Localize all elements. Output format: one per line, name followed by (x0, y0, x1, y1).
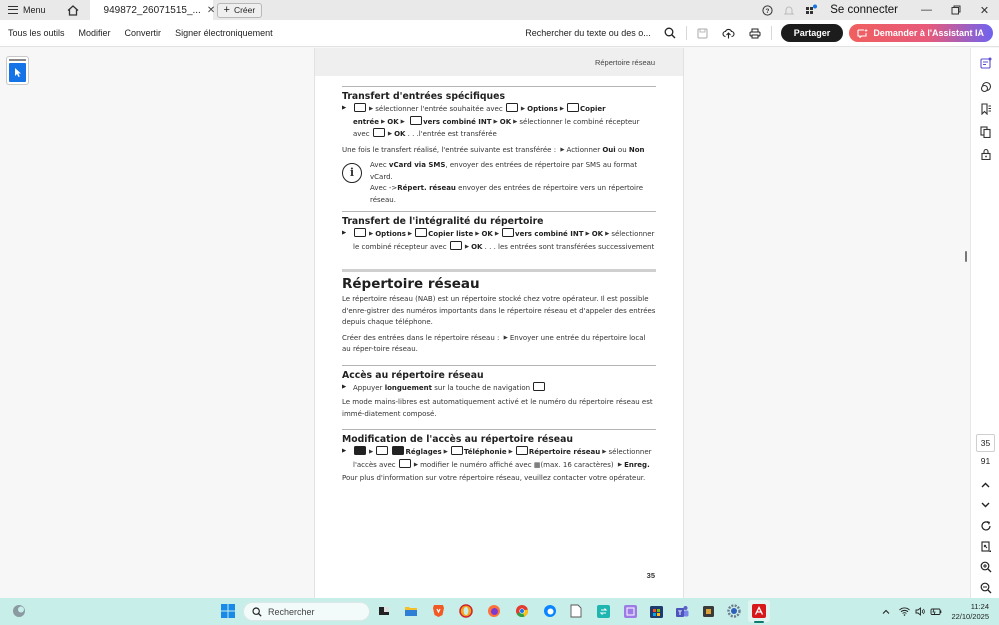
minimize-button[interactable] (912, 0, 941, 20)
acrobat-button[interactable] (748, 600, 770, 622)
widgets-button[interactable] (8, 600, 30, 622)
cloud-upload-icon (722, 28, 735, 39)
clock-date: 22/10/2025 (951, 611, 989, 621)
help-button[interactable] (756, 0, 778, 20)
info-icon: i (342, 163, 362, 183)
document-tab[interactable] (90, 0, 216, 20)
thunderbird-button[interactable] (539, 600, 561, 622)
save-button[interactable] (690, 20, 716, 47)
section-title: Accès au répertoire réseau (342, 369, 484, 381)
instruction-step: ▶ ▶ Options ▶ Copier liste ▶ OK ▶ vers combiné INT ▶ OK ▶ sélectionner le combiné récepteur avec ▶ OK . . . les entrées sont transférées successivement (342, 228, 656, 253)
instruction-step: ▶ ▶ sélectionner l'entrée souhaitée avec ▶ Options ▶ Copier entrée ▶ OK ▶ vers combiné INT ▶ OK ▶ sélectionner le combiné récepteur avec ▶ OK . . .l'entrée est transférée (342, 103, 656, 141)
tab-title: 949872_26071515_... (103, 4, 201, 16)
notepad-button[interactable] (565, 600, 587, 622)
microsoft-store-button[interactable] (645, 600, 667, 622)
section-title: Transfert d'entrées spécifiques (342, 91, 505, 102)
sync-app-icon (597, 605, 610, 618)
search-button[interactable] (657, 20, 683, 47)
windows-logo-icon (221, 604, 235, 618)
ai-summary-button[interactable] (977, 54, 994, 71)
print-button[interactable] (742, 20, 768, 47)
chapter-rule (342, 269, 656, 272)
comment-icon (980, 81, 992, 93)
hamburger-icon (8, 6, 18, 14)
chrome-icon (515, 604, 529, 618)
network-status[interactable] (899, 607, 942, 616)
create-label: Créer (233, 5, 256, 15)
section-rule (342, 86, 656, 87)
zoom-out-icon (980, 582, 992, 594)
media-app-icon (702, 605, 715, 618)
pages-button[interactable] (977, 123, 994, 140)
firefox-button[interactable] (483, 600, 505, 622)
chapter-title: Répertoire réseau (342, 276, 480, 292)
lock-icon (980, 148, 992, 160)
search-icon (252, 607, 262, 617)
weather-widget-icon (12, 604, 26, 618)
file-explorer-button[interactable] (400, 600, 422, 622)
clock[interactable] (951, 602, 989, 622)
menu-button[interactable] (0, 0, 54, 20)
divider (686, 26, 687, 40)
page-running-header: Répertoire réseau (315, 48, 683, 76)
ai-assistant-button[interactable] (849, 24, 993, 42)
restore-button[interactable] (941, 0, 970, 20)
brave-browser-button[interactable] (427, 600, 449, 622)
keypad-icon: ▦ (533, 460, 541, 469)
section-rule (342, 429, 656, 430)
total-pages: 91 (980, 456, 991, 466)
firefox-icon (487, 604, 501, 618)
brave-lion-icon (432, 604, 445, 618)
home-button[interactable] (62, 0, 84, 20)
menu-label: Menu (23, 5, 46, 15)
system-tray (882, 598, 989, 625)
svg-text:T: T (678, 609, 682, 617)
bookmark-icon (980, 103, 992, 115)
rotate-button[interactable] (977, 517, 994, 534)
printer-icon (749, 28, 761, 39)
thunderbird-icon (543, 604, 557, 618)
nav-key-updown-icon (373, 128, 385, 137)
active-app-indicator (754, 621, 764, 623)
instruction-step: ▶ Appuyer longuement sur la touche de navigation (342, 382, 656, 395)
close-tab-icon[interactable]: ✕ (206, 4, 216, 16)
nav-key-updown-icon (502, 228, 514, 237)
settings-button[interactable] (723, 600, 745, 622)
page-content (342, 86, 656, 489)
share-button[interactable]: Partager (781, 24, 844, 42)
nav-key-updown-icon (415, 228, 427, 237)
nav-key-updown-icon (410, 116, 422, 125)
cursor-arrow-icon (13, 67, 23, 79)
purple-app-button[interactable] (619, 600, 641, 622)
svg-text:?: ? (765, 7, 770, 15)
save-icon (697, 28, 708, 39)
settings-key-icon (392, 446, 404, 455)
select-tool-active (9, 63, 26, 82)
page-number: 35 (646, 571, 655, 580)
opera-button[interactable] (455, 600, 477, 622)
menu-key-icon (354, 446, 366, 455)
start-button[interactable] (217, 600, 239, 622)
close-icon: ✕ (979, 4, 990, 17)
minimize-icon: — (921, 4, 932, 16)
store-icon (650, 605, 663, 618)
search-icon (664, 27, 676, 39)
select-tool-button[interactable] (6, 56, 29, 85)
comments-button[interactable] (977, 78, 994, 95)
taskbar-search[interactable] (243, 602, 370, 621)
restore-icon (951, 5, 961, 15)
previous-page-button[interactable] (977, 476, 994, 493)
document-viewport[interactable] (34, 48, 959, 598)
rotate-icon (980, 520, 992, 532)
nav-key-all-icon (376, 446, 388, 455)
task-view-icon (378, 605, 390, 617)
title-bar (0, 0, 999, 20)
teams-button[interactable] (671, 600, 693, 622)
section-rule (342, 211, 656, 212)
folder-icon (404, 605, 418, 617)
nav-key-updown-icon (450, 241, 462, 250)
paragraph: Pour plus d'information sur votre répertoire réseau, veuillez contacter votre opérateur. (342, 474, 646, 482)
chrome-button[interactable] (511, 600, 533, 622)
ai-assistant-label: Demander à l'Assistant IA (873, 28, 984, 38)
current-page-input[interactable]: 35 (976, 434, 995, 452)
nav-key-down-icon (354, 103, 366, 112)
zoom-out-button[interactable] (977, 579, 994, 596)
taskbar-search-placeholder: Rechercher (268, 606, 315, 617)
wifi-icon (899, 607, 910, 616)
nav-key-updown-icon (506, 103, 518, 112)
plus-icon: + (223, 4, 230, 16)
paragraph: Le mode mains-libres est automatiquement activé et le numéro du répertoire réseau est immé-diatement composé. (342, 398, 653, 418)
gear-icon (727, 604, 741, 618)
instruction-step: ▶ ▶ Réglages ▶ Téléphonie ▶ Répertoire réseau ▶ sélectionner l'accès avec ▶ modifier le numéro affiché avec ▦(max. 16 caractères) ▶ Enreg. (342, 446, 656, 471)
purple-app-icon (624, 605, 637, 618)
acrobat-pdf-icon (752, 604, 766, 618)
ai-chat-icon (857, 28, 868, 38)
nav-key-updown-icon (516, 446, 528, 455)
info-note: i Avec vCard via SMS, envoyer des entrées de répertoire par SMS au format vCard. Avec ->Répert. réseau envoyer des entrées de répertoire vers un répertoire réseau. (342, 160, 656, 206)
create-button[interactable] (217, 3, 263, 18)
nav-key-updown-icon (451, 446, 463, 455)
nav-key-down-icon (354, 228, 366, 237)
protect-button[interactable] (977, 145, 994, 162)
chevron-up-icon (981, 482, 990, 488)
left-tool-rail (0, 48, 34, 598)
chevron-up-icon (882, 609, 890, 614)
media-app-button[interactable] (697, 600, 719, 622)
close-window-button[interactable] (970, 0, 999, 20)
e-sign-menu[interactable]: Signer électroniquement (175, 28, 273, 38)
battery-icon (930, 607, 942, 616)
page-fit-button[interactable] (977, 538, 994, 555)
volume-icon (915, 607, 925, 616)
divider (9, 59, 26, 61)
help-icon (762, 5, 773, 16)
vertical-scrollbar-thumb[interactable] (965, 251, 967, 262)
next-page-button[interactable] (977, 496, 994, 513)
nav-key-updown-icon (399, 459, 411, 468)
divider (771, 26, 772, 40)
paragraph: Le répertoire réseau (NAB) est un répertoire stocké chez votre opérateur. Il est possible d'enre-gistrer des numéros importants dans le répertoire réseau et d'appeler des entrées depuis chaque téléphone. (342, 295, 656, 326)
pdf-page (314, 48, 684, 598)
sign-in-link[interactable]: Se connecter (830, 4, 898, 16)
bell-icon (784, 5, 794, 16)
teams-icon (675, 605, 689, 618)
windows-taskbar (0, 598, 999, 625)
paragraph: Créer des entrées dans le répertoire réseau : ▶ Envoyer une entrée du répertoire local au réper-toire réseau. (342, 333, 646, 353)
page-fit-icon (980, 541, 992, 553)
nav-key-down-icon (533, 382, 545, 391)
nav-key-updown-icon (567, 103, 579, 112)
right-tool-rail (970, 48, 999, 598)
edit-menu[interactable]: Modifier (78, 28, 111, 38)
task-view-button[interactable] (373, 600, 395, 622)
convert-menu[interactable]: Convertir (124, 28, 162, 38)
copy-pages-icon (980, 126, 992, 138)
show-hidden-icons-button[interactable] (882, 607, 890, 616)
apps-grid-icon (805, 4, 817, 16)
clock-time: 11:24 (970, 601, 989, 611)
paragraph: Une fois le transfert réalisé, l'entrée suivante est transférée : ▶ Actionner Oui ou Non (342, 145, 645, 154)
document-icon (570, 604, 582, 618)
sync-app-button[interactable] (592, 600, 614, 622)
apps-button[interactable] (800, 0, 822, 20)
home-icon (67, 5, 79, 16)
section-title: Transfert de l'intégralité du répertoire (342, 216, 544, 227)
opera-icon (459, 604, 473, 618)
zoom-in-button[interactable] (977, 558, 994, 575)
upload-button[interactable] (716, 20, 742, 47)
zoom-in-icon (980, 561, 992, 573)
chevron-down-icon (981, 502, 990, 508)
bookmarks-button[interactable] (977, 100, 994, 117)
all-tools-menu[interactable]: Tous les outils (8, 28, 65, 38)
section-title: Modification de l'accès au répertoire réseau (342, 434, 573, 445)
main-toolbar (0, 20, 999, 47)
ai-panel-icon (980, 57, 992, 69)
section-rule (342, 365, 656, 366)
search-text-field[interactable]: Rechercher du texte ou des o... (525, 28, 651, 38)
notifications-button[interactable] (778, 0, 800, 20)
